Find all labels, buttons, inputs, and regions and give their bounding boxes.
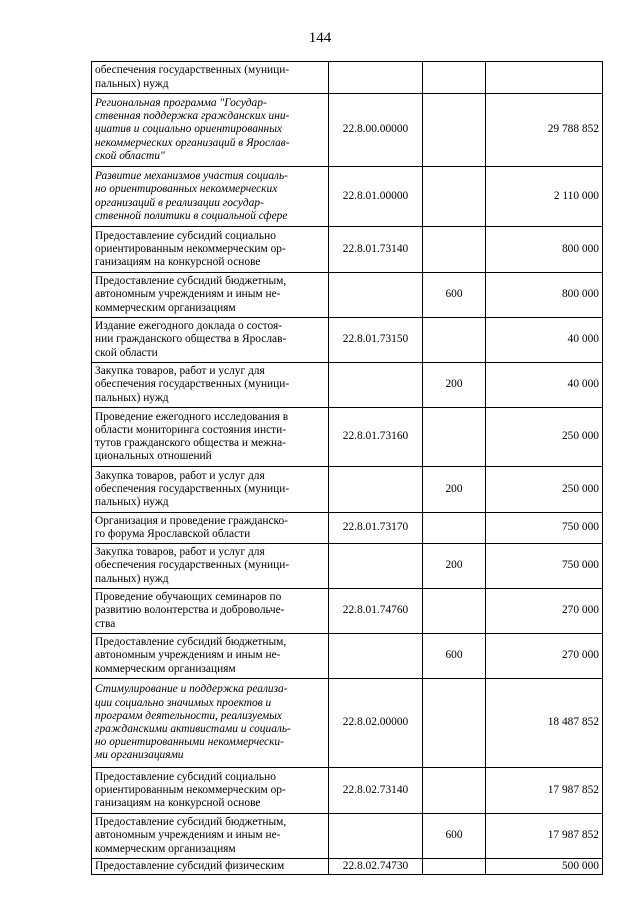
table-row [92, 679, 603, 768]
row-code-cell [329, 363, 423, 408]
row-name-cell: Стимулирование и поддержка реализа- ции социально значимых проектов и программ деятельности, реализуемых гражданскими активистами и социаль- но ориентированными некоммерчески- ми организациями [92, 679, 329, 768]
row-name-cell: обеспечения государственных (муници- пальных) нужд [92, 62, 329, 94]
table-row [92, 513, 603, 544]
row-amount-cell: 270 000 [486, 634, 603, 679]
row-name-cell: Организация и проведение гражданско- го форума Ярославской области [92, 513, 329, 544]
row-name-cell: Предоставление субсидий социально ориентированным некоммерческим ор- ганизациям на конкурсной основе [92, 768, 329, 814]
row-expense-type-cell: 200 [423, 467, 486, 513]
row-code-cell: 22.8.02.74730 [329, 859, 423, 875]
row-code-cell: 22.8.00.00000 [329, 94, 423, 167]
budget-table-body [92, 62, 603, 875]
row-expense-type-cell: 600 [423, 273, 486, 318]
row-expense-type-cell [423, 167, 486, 227]
table-row [92, 768, 603, 814]
row-code-cell: 22.8.01.00000 [329, 167, 423, 227]
row-expense-type-cell: 600 [423, 814, 486, 859]
row-expense-type-cell: 200 [423, 363, 486, 408]
table-row [92, 544, 603, 589]
table-row [92, 227, 603, 273]
row-expense-type-cell [423, 227, 486, 273]
budget-table [91, 61, 603, 875]
row-name-cell: Проведение обучающих семинаров по развитию волонтерства и добровольче- ства [92, 589, 329, 634]
row-code-cell [329, 814, 423, 859]
row-name-cell: Предоставление субсидий бюджетным, автономным учреждениям и иным не- коммерческим организациям [92, 634, 329, 679]
row-amount-cell: 800 000 [486, 227, 603, 273]
row-code-cell [329, 467, 423, 513]
row-name-cell: Проведение ежегодного исследования в области мониторинга состояния инсти- тутов гражданского общества и межна- циональных отношений [92, 408, 329, 467]
row-name-cell: Закупка товаров, работ и услуг для обеспечения государственных (муници- пальных) нужд [92, 363, 329, 408]
row-amount-cell: 250 000 [486, 467, 603, 513]
row-name-cell: Предоставление субсидий бюджетным, автономным учреждениям и иным не- коммерческим организациям [92, 814, 329, 859]
row-amount-cell [486, 62, 603, 94]
row-amount-cell: 40 000 [486, 363, 603, 408]
row-amount-cell: 40 000 [486, 318, 603, 363]
row-amount-cell: 250 000 [486, 408, 603, 467]
row-name-cell: Закупка товаров, работ и услуг для обеспечения государственных (муници- пальных) нужд [92, 467, 329, 513]
row-code-cell: 22.8.02.00000 [329, 679, 423, 768]
row-code-cell: 22.8.01.73140 [329, 227, 423, 273]
row-code-cell: 22.8.01.74760 [329, 589, 423, 634]
table-row [92, 859, 603, 875]
row-name-cell: Предоставление субсидий социально ориентированным некоммерческим ор- ганизациям на конкурсной основе [92, 227, 329, 273]
row-amount-cell: 17 987 852 [486, 768, 603, 814]
row-expense-type-cell [423, 318, 486, 363]
row-code-cell [329, 544, 423, 589]
row-code-cell: 22.8.01.73170 [329, 513, 423, 544]
row-name-cell: Предоставление субсидий физическим [92, 859, 329, 875]
table-row [92, 62, 603, 94]
row-amount-cell: 750 000 [486, 544, 603, 589]
row-amount-cell: 270 000 [486, 589, 603, 634]
row-amount-cell: 2 110 000 [486, 167, 603, 227]
row-code-cell [329, 273, 423, 318]
row-expense-type-cell [423, 768, 486, 814]
table-row [92, 318, 603, 363]
row-code-cell [329, 62, 423, 94]
row-name-cell: Закупка товаров, работ и услуг для обеспечения государственных (муници- пальных) нужд [92, 544, 329, 589]
row-code-cell: 22.8.01.73160 [329, 408, 423, 467]
table-row [92, 273, 603, 318]
row-expense-type-cell [423, 859, 486, 875]
table-row [92, 634, 603, 679]
row-amount-cell: 29 788 852 [486, 94, 603, 167]
page-number: 144 [308, 30, 332, 46]
row-code-cell: 22.8.01.73150 [329, 318, 423, 363]
row-amount-cell: 17 987 852 [486, 814, 603, 859]
row-expense-type-cell: 600 [423, 634, 486, 679]
table-row [92, 167, 603, 227]
row-amount-cell: 500 000 [486, 859, 603, 875]
table-row [92, 408, 603, 467]
row-name-cell: Издание ежегодного доклада о состоя- нии гражданского общества в Ярослав- ской области [92, 318, 329, 363]
table-row [92, 467, 603, 513]
row-expense-type-cell [423, 513, 486, 544]
row-expense-type-cell [423, 589, 486, 634]
table-row [92, 363, 603, 408]
table-row [92, 814, 603, 859]
row-code-cell [329, 634, 423, 679]
table-row [92, 589, 603, 634]
row-amount-cell: 750 000 [486, 513, 603, 544]
row-expense-type-cell: 200 [423, 544, 486, 589]
row-expense-type-cell [423, 62, 486, 94]
row-amount-cell: 800 000 [486, 273, 603, 318]
row-name-cell: Развитие механизмов участия социаль- но ориентированных некоммерческих организаций в реализации государ- ственной политики в социальной сфере [92, 167, 329, 227]
row-expense-type-cell [423, 94, 486, 167]
row-name-cell: Предоставление субсидий бюджетным, автономным учреждениям и иным не- коммерческим организациям [92, 273, 329, 318]
row-expense-type-cell [423, 408, 486, 467]
row-expense-type-cell [423, 679, 486, 768]
row-code-cell: 22.8.02.73140 [329, 768, 423, 814]
row-amount-cell: 18 487 852 [486, 679, 603, 768]
table-row [92, 94, 603, 167]
row-name-cell: Региональная программа "Государ- ственная поддержка гражданских ини- циатив и социально ориентированных некоммерческих организаций в Ярослав- ской области" [92, 94, 329, 167]
